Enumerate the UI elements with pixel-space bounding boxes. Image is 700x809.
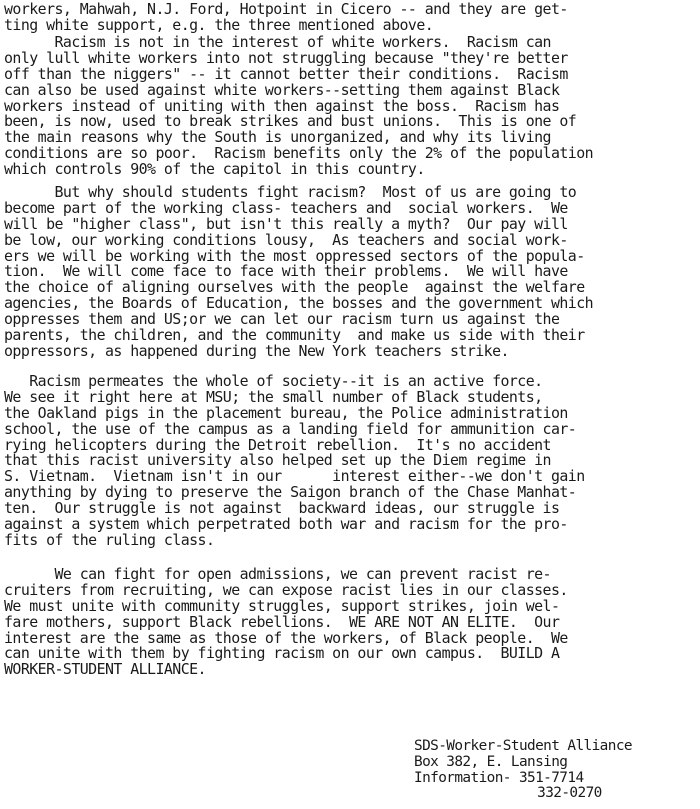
text-line: the Oakland pigs in the placement bureau, the Police administration	[4, 403, 568, 422]
text-line: We can fight for open admissions, we can prevent racist re-	[4, 565, 551, 583]
text-line: conditions are so poor. Racism benefits only the 2% of the population	[4, 144, 594, 163]
text-line: S. Vietnam. Vietnam isn't in our interest either--we don't gain	[4, 467, 585, 486]
information-phone: Information- 351-7714	[414, 769, 584, 786]
text-line: We must unite with community struggles, support strikes, join wel-	[4, 596, 560, 615]
text-line: Racism permeates the whole of society--it is an active force.	[4, 372, 543, 390]
text-line: ting white support, e.g. the three mentioned above.	[4, 15, 434, 34]
text-line: agencies, the Boards of Education, the bosses and the government which	[4, 294, 594, 313]
text-line: school, the use of the campus as a landing field for ammunition car-	[4, 419, 577, 438]
text-line: interest are the same as those of the workers, of Black people. We	[4, 628, 568, 647]
text-line: become part of the working class- teachers and social workers. We	[4, 198, 568, 217]
text-line: oppresses them and US;or we can let our racism turn us against the	[4, 310, 560, 329]
text-line: only lull white workers into not struggling because "they're better	[4, 48, 568, 67]
text-line: fare mothers, support Black rebellions. WE ARE NOT AN ELITE. Our	[4, 612, 560, 631]
paragraph-racism-interest	[4, 35, 698, 178]
paragraph-society	[4, 374, 698, 549]
paragraph-students	[4, 185, 698, 360]
text-line: can unite with them by fighting racism on our own campus. BUILD A	[4, 644, 560, 663]
text-line: ers we will be working with the most oppressed sectors of the popula-	[4, 246, 585, 265]
mailing-address: Box 382, E. Lansing	[414, 753, 568, 770]
signature-block	[414, 739, 700, 802]
text-line: oppressors, as happened during the New York teachers strike.	[4, 341, 509, 360]
text-line: will be "higher class", but isn't this really a myth? Our pay will	[4, 214, 568, 233]
organization-name: SDS-Worker-Student Alliance	[414, 738, 632, 754]
text-line: fits of the ruling class.	[4, 530, 215, 549]
text-line: We see it right here at MSU; the small number of Black students,	[4, 387, 543, 406]
text-line: which controls 90% of the capitol in this country.	[4, 160, 425, 179]
text-line: workers, Mahwah, N.J. Ford, Hotpoint in Cicero -- and they are get-	[4, 0, 568, 18]
text-line: the choice of aligning ourselves with the people against the welfare	[4, 278, 585, 297]
text-line: been, is now, used to break strikes and bust unions. This is one of	[4, 112, 577, 131]
second-phone: 332-0270	[537, 785, 602, 802]
paragraph-continuation	[4, 2, 698, 34]
text-line: the main reasons why the South is unorganized, and why its living	[4, 128, 551, 147]
text-line: off than the niggers" -- it cannot better their conditions. Racism	[4, 64, 568, 83]
text-line: rying helicopters during the Detroit rebellion. It's no accident	[4, 435, 551, 454]
text-line: that this racist university also helped set up the Diem regime in	[4, 451, 551, 470]
text-line: can also be used against white workers--setting them against Black	[4, 80, 560, 99]
text-line: Racism is not in the interest of white workers. Racism can	[4, 33, 551, 51]
paragraph-call-to-action	[4, 567, 698, 678]
text-line: But why should students fight racism? Most of us are going to	[4, 183, 577, 201]
text-line: workers instead of uniting with then against the boss. Racism has	[4, 96, 560, 115]
text-line: ten. Our struggle is not against backward ideas, our struggle is	[4, 499, 560, 518]
text-line: anything by dying to preserve the Saigon branch of the Chase Manhat-	[4, 483, 577, 502]
text-line: parents, the children, and the community and make us side with their	[4, 326, 585, 345]
text-line: against a system which perpetrated both war and racism for the pro-	[4, 515, 568, 534]
text-line: cruiters from recruiting, we can expose racist lies in our classes.	[4, 580, 568, 599]
text-line: tion. We will come face to face with their problems. We will have	[4, 262, 568, 281]
text-line: WORKER-STUDENT ALLIANCE.	[4, 660, 206, 679]
text-line: be low, our working conditions lousy, As teachers and social work-	[4, 230, 568, 249]
